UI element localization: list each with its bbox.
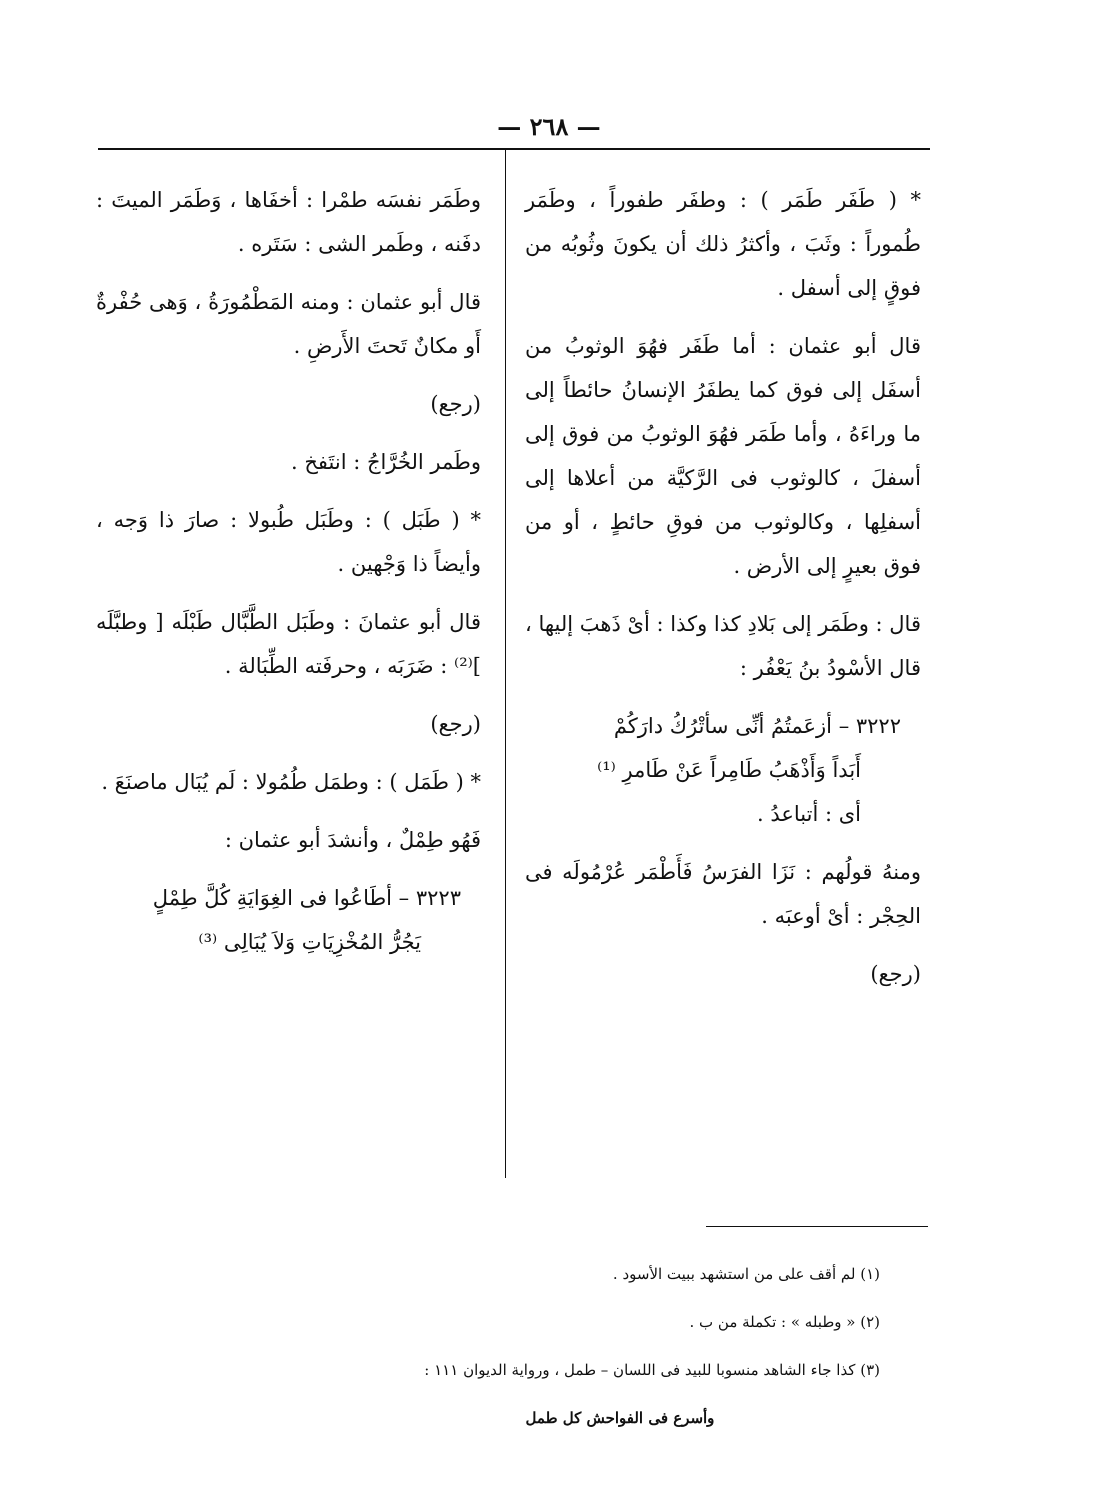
right-column	[525, 178, 921, 1010]
header-rule	[98, 148, 930, 150]
tabbal-paragraph: قال أبو عثمانَ : وطَبَل الطَّبَّال طَبْلَه [ وطبَّلَه ]⁽²⁾ : ضَرَبَه ، وحرفَته الطِّبَالة .	[96, 610, 481, 678]
ruju-marker: (رجع)	[430, 712, 481, 736]
footnote-rule	[706, 1226, 928, 1227]
verse-line: ٣٢٢٣ – أطَاعُوا فى الغِوَايَةِ كُلَّ طِمْلٍ	[152, 886, 461, 910]
column-divider	[505, 150, 506, 1178]
kharraj-paragraph: وطَمر الخُرَّاجُ : انتَفخ .	[291, 450, 481, 474]
footnote-3: (٣) كذا جاء الشاهد منسوبا للبيد فى اللسان – طمل ، ورواية الديوان ١١١ :	[424, 1361, 880, 1379]
verse-3222	[525, 704, 921, 792]
ruju-marker: (رجع)	[870, 962, 921, 986]
page-number: — ٢٦٨ —	[497, 112, 601, 141]
footnote-1: (١) لم أقف على من استشهد ببيت الأسود .	[612, 1265, 880, 1283]
footnotes	[300, 1250, 880, 1442]
left-column	[96, 178, 481, 964]
ruju-marker: (رجع)	[430, 392, 481, 416]
entry-tabal: * ( طَبَل ) : وطَبَل طُبولا : صارَ ذا وَجه ، وأيضاً ذا وَجْهين .	[96, 508, 481, 576]
abu-uthman-quote: قال أبو عثمان : أما طَفَر فهُوَ الوثوبُ من أسفَل إلى فوق كما يطفَرُ الإنسانُ حائطاً إلى ما وراءَهُ ، وأما طَمَر فهُوَ الوثوبُ من فوق إلى أسفلَ ، كالوثوب فى الرَّكيَّة من أعلاها إلى أسفلِها ، وكالوثوب من فوقِ حائطٍ ، أو من فوق بعيرٍ إلى الأرض .	[525, 334, 921, 578]
footnote-3-verse: وأسرع فى الفواحش كل طمل	[525, 1409, 715, 1427]
explanation: أى : أتباعدُ .	[756, 802, 861, 826]
verse-line: أَبَداً وَأَذْهَبُ طَامِراً عَنْ طَامرِ ⁽¹⁾	[597, 758, 861, 782]
entry-tamal: * ( طَمَل ) : وطمَل طُمُولا : لَم يُبَال ماصنَعَ .	[101, 770, 481, 794]
entry-tafar-tamar: * ( طَفَر طَمَر ) : وطفَر طفوراً ، وطَمَر طُموراً : وثَبَ ، وأكثرُ ذلك أن يكونَ وثُوبُه من فوقٍ إلى أسفل .	[525, 188, 921, 300]
footnote-2: (٢) « وطبله » : تكملة من ب .	[689, 1313, 880, 1331]
verse-line: يَجُرُّ المُخْزِيَاتِ وَلاَ يُبَالِى ⁽³⁾	[198, 930, 421, 954]
tamar-nafsahu-paragraph: وطَمَر نفسَه طمْرا : أخفَاها ، وَطَمَر الميتَ : دفَنه ، وطَمر الشى : سَتَره .	[96, 188, 481, 256]
verse-3223	[96, 876, 481, 964]
anshada-paragraph: فَهُو طِمْلٌ ، وأنشدَ أبو عثمان :	[224, 828, 481, 852]
verse-line: ٣٢٢٢ – أزعَمتُمُ أنِّى سأتْرُكُ دارَكُمْ	[613, 714, 901, 738]
matmura-paragraph: قال أبو عثمان : ومنه المَطْمُورَةُ ، وَهى حُفْرةٌ أَو مكانٌ تَحتَ الأَرضِ .	[96, 290, 481, 358]
tamar-ila-paragraph: قال : وطَمَر إلى بَلادِ كذا وكذا : أىْ ذَهبَ إليها ، قال الأسْودُ بنُ يَعْفُر :	[525, 612, 921, 680]
minhu-paragraph: ومنهُ قولُهم : نَزَا الفرَسُ فَأَطْمَر عُرْمُولَه فى الحِجْر : أىْ أوعبَه .	[525, 860, 921, 928]
